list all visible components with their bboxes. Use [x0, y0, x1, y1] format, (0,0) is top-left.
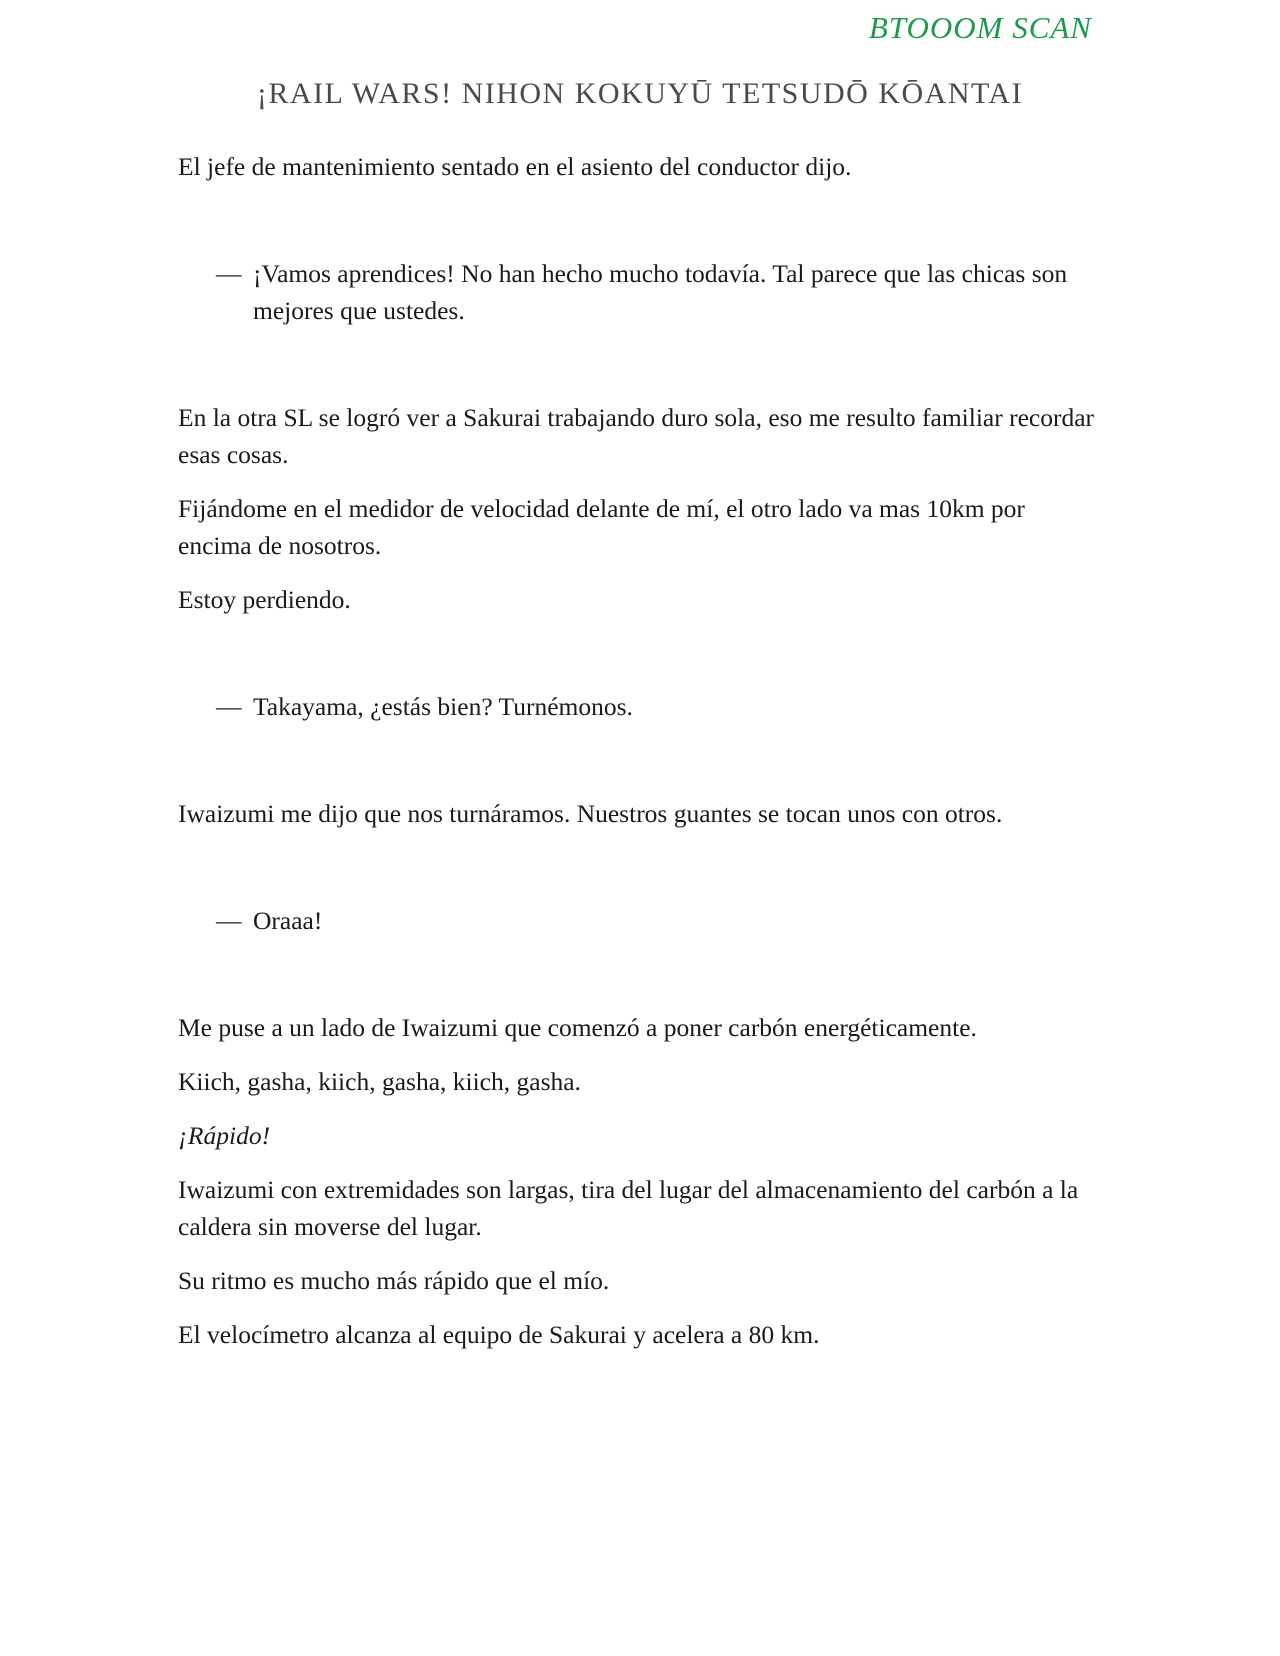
book-title: ¡RAIL WARS! NIHON KOKUYŪ TETSUDŌ KŌANTAI [256, 77, 1024, 110]
dialogue-text: Oraaa! [253, 906, 323, 935]
dialogue-1 [178, 255, 1098, 329]
paragraph-3: Fijándome en el medidor de velocidad delante de mí, el otro lado va mas 10km por encima de nosotros. [178, 494, 1025, 560]
dialogue-text: ¡Vamos aprendices! No han hecho mucho todavía. Tal parece que las chicas son mejores que ustedes. [253, 259, 1068, 325]
paragraph-7: Kiich, gasha, kiich, gasha, kiich, gasha. [178, 1067, 581, 1096]
scan-group-watermark: BTOOOM SCAN [868, 10, 1092, 45]
paragraph-9: Iwaizumi con extremidades son largas, tira del lugar del almacenamiento del carbón a la caldera sin moverse del lugar. [178, 1175, 1079, 1241]
paragraph-2: En la otra SL se logró ver a Sakurai trabajando duro sola, eso me resulto familiar recordar esas cosas. [178, 403, 1095, 469]
dialogue-2 [178, 688, 1098, 725]
paragraph-4: Estoy perdiendo. [178, 585, 351, 614]
paragraph-1: El jefe de mantenimiento sentado en el asiento del conductor dijo. [178, 152, 852, 181]
paragraph-5: Iwaizumi me dijo que nos turnáramos. Nuestros guantes se tocan unos con otros. [178, 799, 1003, 828]
page-content [178, 148, 1098, 1370]
dialogue-dash: — [216, 692, 242, 721]
dialogue-text: Takayama, ¿estás bien? Turnémonos. [253, 692, 633, 721]
paragraph-11: El velocímetro alcanza al equipo de Sakurai y acelera a 80 km. [178, 1320, 820, 1349]
paragraph-10: Su ritmo es mucho más rápido que el mío. [178, 1266, 610, 1295]
dialogue-3 [178, 902, 1098, 939]
dialogue-dash: — [216, 906, 242, 935]
paragraph-8: ¡Rápido! [178, 1121, 271, 1150]
dialogue-dash: — [216, 259, 242, 288]
paragraph-6: Me puse a un lado de Iwaizumi que comenzó a poner carbón energéticamente. [178, 1013, 977, 1042]
